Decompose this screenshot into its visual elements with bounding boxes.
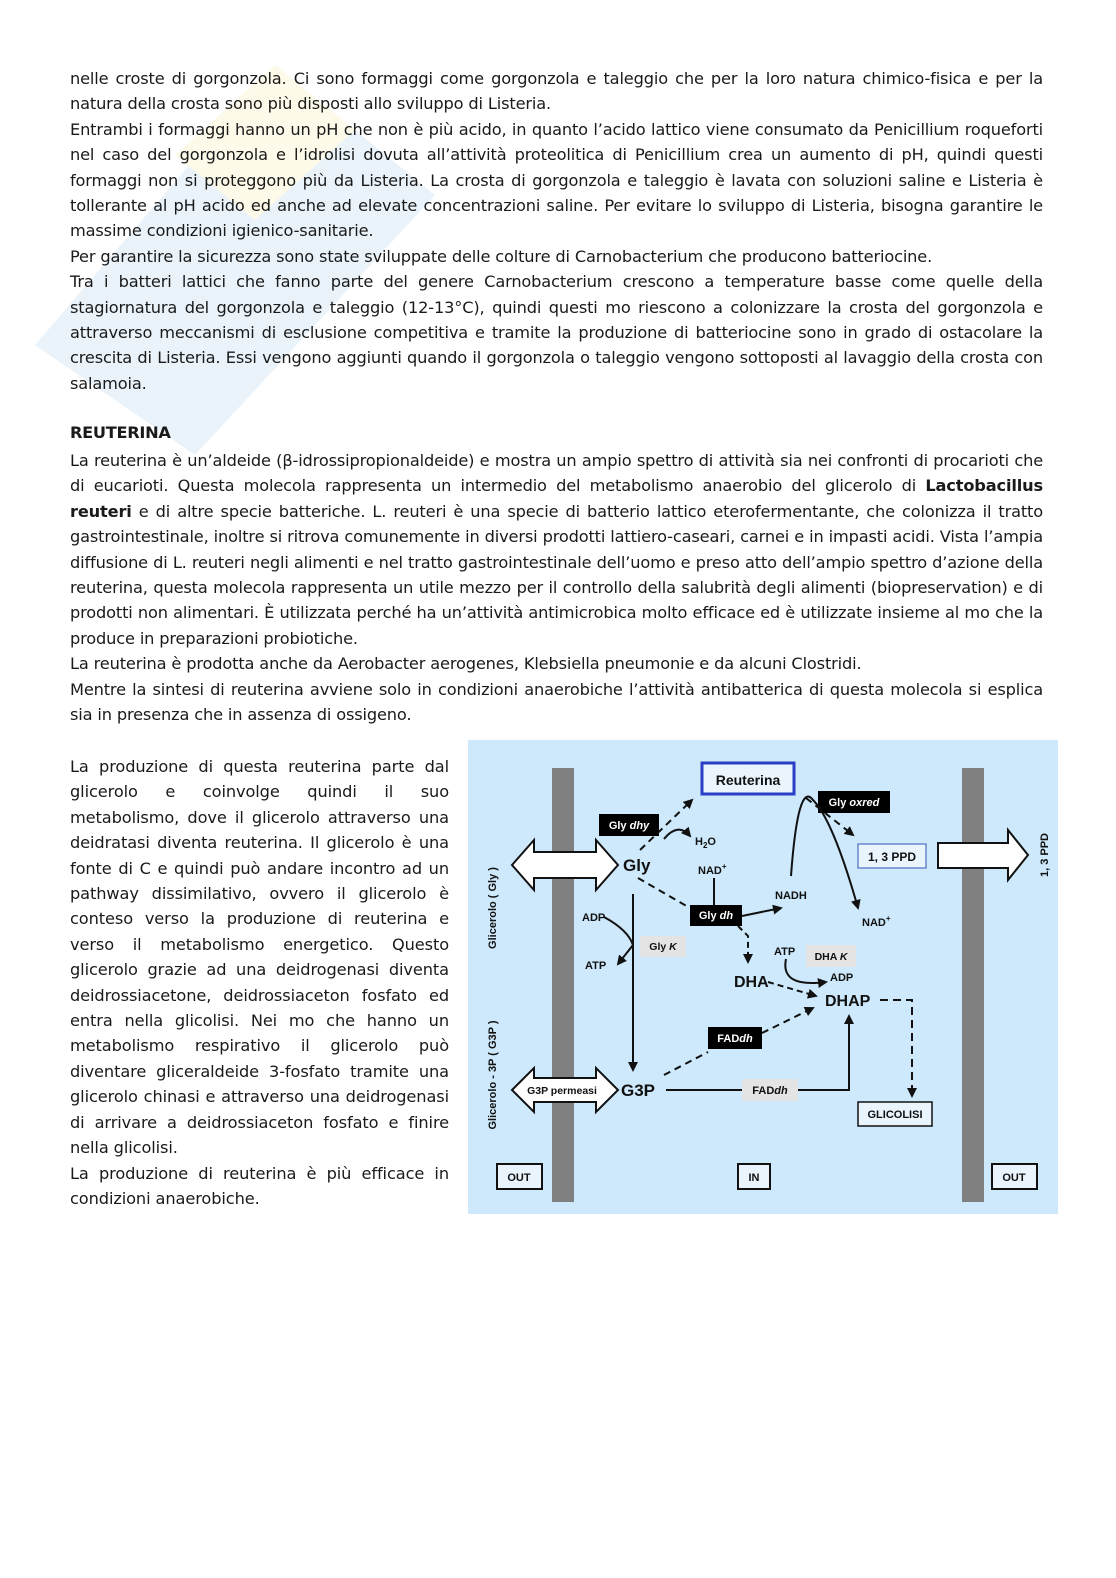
glicolisi-label: GLICOLISI — [867, 1109, 923, 1121]
section-heading: REUTERINA — [70, 423, 171, 442]
dha-k-italic: K — [839, 951, 848, 963]
reuterina-text-block — [70, 448, 1043, 727]
ppd-out-label: 1, 3 PPD — [1039, 832, 1051, 878]
paragraph-text: e di altre specie batteriche. L. reuteri è una specie di batterio lattico eterofermentante, che colonizza il tratto gastrointestinale, inoltre si ritrova comunemente in diversi prodotti lattiero-caseari, carnei e in impasti acidi. Vista l’ampia diffusione di L. reuteri negli alimenti e nel tratto gastrointestinale dell’uomo e preso atto dell’ampio spettro d’azione della reuterina, questa molecola rappresenta un utile mezzo per il controllo della salubrità degli alimenti (biopreservation) e di prodotti non alimentari. È utilizzata perché ha un’attività antimicrobica molto efficace ed è utilizzate insieme al mo che la produce in preparazioni probiotiche. — [70, 501, 1043, 648]
species-name: Lactobacillus reuteri — [70, 476, 1043, 521]
h2o-o: O — [707, 836, 716, 848]
h2o-label — [695, 836, 716, 850]
dha-k-text: DHA — [814, 951, 840, 963]
gly-oxred-italic: oxred — [849, 797, 880, 809]
atp-label: ATP — [585, 960, 607, 972]
in-label: IN — [748, 1172, 760, 1184]
h2o-sub: 2 — [702, 841, 708, 850]
right-membrane — [962, 768, 984, 1202]
dha-metabolite: DHA — [734, 974, 769, 991]
atp-label-2: ATP — [774, 946, 796, 958]
ppd-box-label: 1, 3 PPD — [867, 850, 917, 864]
faddh-italic: dh — [774, 1085, 788, 1097]
nad-text: NAD — [698, 865, 722, 877]
dhap-metabolite: DHAP — [825, 993, 871, 1010]
h2o-h: H — [695, 836, 703, 848]
dha-k-label — [815, 951, 849, 963]
gly-k-italic: K — [669, 941, 677, 953]
paragraph: Mentre la sintesi di reuterina avviene solo in condizioni anaerobiche l’attività antibatterica di questa molecola si esplica sia in presenza che in assenza di ossigeno. — [70, 679, 1043, 725]
intro-text-block — [70, 66, 1043, 396]
nad-plus-label — [698, 862, 727, 877]
gly-dh-label — [699, 910, 734, 922]
paragraph-text: La reuterina è un’aldeide (β-idrossipropionaldeide) e mostra un ampio spettro di attività sia nei confronti di procarioti che di eucarioti. Questa molecola rappresenta un intermedio del metabolismo anaerobio del glicerolo di — [70, 451, 1043, 496]
glicerolo-gly-label: Glicerolo ( Gly ) — [487, 867, 499, 949]
faddh-text: FAD — [752, 1085, 775, 1097]
gly-dh-italic: dh — [719, 910, 734, 922]
paragraph: nelle croste di gorgonzola. Ci sono formaggi come gorgonzola e taleggio che per la loro natura chimico-fisica e per la natura della crosta sono più disposti allo sviluppo di Listeria. — [70, 69, 1043, 114]
gly-dhy-text: Gly — [608, 820, 630, 832]
gly-metabolite: Gly — [623, 856, 651, 875]
gly-dh-text: Gly — [698, 910, 720, 922]
out-left-label: OUT — [507, 1172, 531, 1184]
gly-k-label — [649, 941, 678, 953]
adp-label-2: ADP — [830, 972, 854, 984]
reuterina-label: Reuterina — [715, 772, 781, 788]
nadh-label: NADH — [775, 890, 807, 902]
side-text-block — [70, 754, 449, 1211]
gly-oxred-label — [829, 797, 880, 809]
paragraph: La produzione di reuterina è più efficace in condizioni anaerobiche. — [70, 1163, 449, 1208]
paragraph — [70, 448, 1043, 651]
faddh-label-2 — [752, 1085, 788, 1097]
glycerol-metabolism-diagram — [468, 740, 1058, 1214]
gly-k-text: Gly — [649, 941, 670, 953]
nad-sup: + — [885, 914, 891, 923]
paragraph: Entrambi i formaggi hanno un pH che non è più acido, in quanto l’acido lattico viene consumato da Penicillium roqueforti nel caso del gorgonzola e l’idrolisi dovuta all’attività proteolitica di Penicillium crea un aumento di pH, quindi questi formaggi non si proteggono più da Listeria. La crosta di gorgonzola e taleggio è lavata con soluzioni saline e Listeria è tollerante al pH acido ed anche ad elevate concentrazioni saline. Per evitare lo sviluppo di Listeria, bisogna garantire le massime condizioni igienico-sanitarie. — [70, 119, 1043, 241]
nad-plus-label-2 — [862, 914, 891, 929]
gly-dhy-label — [609, 820, 650, 832]
nad-sup: + — [721, 862, 727, 871]
left-membrane — [552, 768, 574, 1202]
gly-oxred-text: Gly — [828, 797, 850, 809]
paragraph: La reuterina è prodotta anche da Aerobacter aerogenes, Klebsiella pneumonie e da alcuni Clostridi. — [70, 654, 862, 674]
faddh-label — [717, 1033, 753, 1045]
g3p-metabolite: G3P — [621, 1081, 656, 1100]
paragraph: La produzione di questa reuterina parte dal glicerolo e coinvolge quindi il suo metabolismo, dove il glicerolo attraverso una deidratasi diventa reuterina. Il glicerolo è una fonte di C e quindi può andare incontro ad un pathway dissimilativo, ovvero il glicerolo è conteso verso la produzione di reuterina e verso il metabolismo energetico. Questo glicerolo grazie ad una deidrogenasi diventa deidrossiacetone, deidrossiaceton fosfato ed entra nella glicolisi. Nei mo che hanno un metabolismo respirativo il glicerolo può diventare gliceraldeide 3-fosfato tramite una glicerolo chinasi e attraverso una deidrogenasi di arrivare a deidrossiaceton fosfato e finire nella glicolisi. — [70, 757, 449, 1158]
paragraph: Tra i batteri lattici che fanno parte del genere Carnobacterium crescono a temperature basse come quelle della stagiornatura del gorgonzola e taleggio (12-13°C), quindi questi mo riescono a colonizzare la crosta del gorgonzola e attraverso meccanismi di esclusione competitiva e tramite la produzione di batteriocine sono in grado di ostacolare la crescita di Listeria. Essi vengono aggiunti quando il gorgonzola o taleggio vengono sottoposti al lavaggio della crosta con salamoia. — [70, 272, 1043, 393]
faddh-text: FAD — [717, 1033, 740, 1045]
gly-dhy-italic: dhy — [629, 820, 650, 832]
g3p-permeasi-label: G3P permeasi — [527, 1085, 597, 1097]
nad-text: NAD — [862, 917, 886, 929]
out-right-label: OUT — [1002, 1172, 1026, 1184]
faddh-italic: dh — [739, 1033, 753, 1045]
glicerolo-g3p-label: Glicerolo - 3P ( G3P ) — [487, 1020, 499, 1130]
diagram-canvas — [468, 740, 1058, 1214]
paragraph: Per garantire la sicurezza sono state sviluppate delle colture di Carnobacterium che producono batteriocine. — [70, 246, 933, 266]
adp-label: ADP — [582, 912, 606, 924]
